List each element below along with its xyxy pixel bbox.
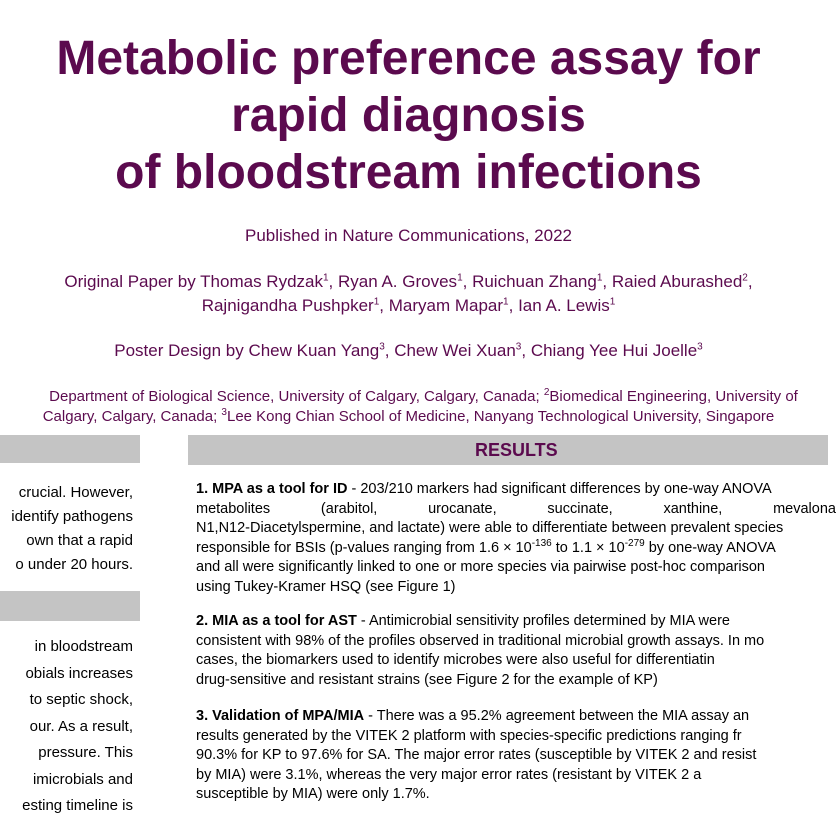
word: metabolites <box>196 500 271 517</box>
author-affil-sup: 1 <box>322 272 329 284</box>
left-text-line: o under 20 hours. <box>15 556 133 573</box>
exponent: -136 <box>531 537 552 549</box>
left-section-header-bar <box>0 435 140 463</box>
author-name: Maryam Mapar <box>388 296 504 315</box>
word: xanthine, <box>663 500 723 517</box>
author-name: Ryan A. Groves <box>338 272 458 291</box>
affil-sup: 2 <box>543 387 550 398</box>
result-text: 90.3% for KP to 97.6% for SA. The major error rates (susceptible by VITEK 2 and resist <box>196 747 757 763</box>
results-paragraph-1 <box>196 480 836 597</box>
affiliation-2-cont: Calgary, Calgary, Canada; <box>42 408 222 425</box>
results-heading: RESULTS <box>475 440 558 460</box>
result-text: responsible for BSIs (p-values ranging from 1.6 × 10 <box>196 539 532 556</box>
design-prefix: Poster Design by <box>114 341 249 360</box>
affiliation-1: Department of Biological Science, University of Calgary, Calgary, Canada; <box>49 388 544 405</box>
left-text-line: to septic shock, <box>29 691 133 708</box>
author-affil-sup: 1 <box>503 296 509 308</box>
title-line-2: rapid diagnosis <box>231 89 586 142</box>
word: mevalona <box>773 500 836 517</box>
publication-info: Published in Nature Communications, 2022 <box>245 226 572 245</box>
affiliations <box>0 387 817 427</box>
exponent: -279 <box>624 537 645 549</box>
designer-affil-sup: 3 <box>697 341 703 353</box>
left-text-line: esting timeline is <box>22 797 133 814</box>
authors-line-2: Rajnigandha Pushpker$^1$, Maryam Mapar$^1$, Ian A. Lewis$^1$ <box>201 296 616 315</box>
author-affil-sup: 1 <box>596 272 603 284</box>
affiliation-line-2 <box>0 407 817 427</box>
affiliation-2: Biomedical Engineering, University of <box>549 388 798 405</box>
designer-affil-sup: 3 <box>515 341 522 353</box>
poster-title <box>0 30 817 201</box>
title-line-3: of bloodstream infections <box>115 146 702 199</box>
result-1-metabolites-line <box>196 500 836 520</box>
word: (arabitol, <box>320 500 378 517</box>
result-text: by one-way ANOVA <box>644 539 776 556</box>
result-text: susceptible by MIA) were only 1.7%. <box>196 786 430 802</box>
result-text: and all were significantly linked to one or more species via pairwise post-hoc comparison <box>196 559 765 575</box>
result-text: consistent with 98% of the profiles observed in traditional microbial growth assays. In mo <box>196 632 765 649</box>
left-text-line: own that a rapid <box>26 532 133 549</box>
result-text: by MIA) were 3.1%, whereas the very major error rates (resistant by VITEK 2 a <box>196 766 702 783</box>
result-2-heading: 2. MIA as a tool for AST <box>196 613 357 629</box>
author-affil-sup: 1 <box>457 272 463 284</box>
affil-sup: 3 <box>221 407 227 418</box>
results-header-bar <box>188 435 828 465</box>
results-paragraph-2 <box>196 612 836 690</box>
authors-block <box>0 270 817 318</box>
left-text-line: obials increases <box>25 664 133 682</box>
left-text-line: imicrobials and <box>32 770 133 788</box>
left-text-line: our. As a result, <box>29 717 133 735</box>
author-name: Ruichuan Zhang <box>472 272 597 291</box>
author-name: Thomas Rydzak <box>200 272 323 291</box>
designer-name: Chew Kuan Yang <box>248 341 380 360</box>
designer-name: Chiang Yee Hui Joelle <box>530 341 698 360</box>
author-affil-sup: 1 <box>609 296 616 308</box>
result-text: drug-sensitive and resistant strains (see Figure 2 for the example of KP) <box>196 671 658 688</box>
left-column-text-2 <box>0 634 133 820</box>
left-section-header-bar-2 <box>0 591 140 621</box>
left-text-line: crucial. However, <box>18 484 133 501</box>
designer-name: Chew Wei Xuan <box>394 341 516 360</box>
result-text: - Antimicrobial sensitivity profiles determined by MIA were <box>356 613 730 629</box>
left-text-line: pressure. This <box>38 744 133 761</box>
affiliation-3: Lee Kong Chian School of Medicine, Nanyang Technological University, Singapore <box>226 408 775 425</box>
left-column-text-1 <box>0 481 133 577</box>
authors-line-1: Original Paper by Thomas Rydzak$^1$, Ryan A. Groves$^1$, Ruichuan Zhang$^1$, Raied Aburashed$^2$, <box>64 272 753 291</box>
result-text: cases, the biomarkers used to identify microbes were also useful for differentiatin <box>196 652 715 668</box>
author-name: Rajnigandha Pushpker <box>201 296 374 315</box>
author-name: Ian A. Lewis <box>518 296 610 315</box>
result-text: - 203/210 markers had significant differences by one-way ANOVA <box>347 481 772 497</box>
author-name: Raied Aburashed <box>611 272 743 291</box>
left-text-line: identify pathogens <box>11 508 133 525</box>
designer-affil-sup: 3 <box>379 341 385 353</box>
result-3-heading: 3. Validation of MPA/MIA <box>196 708 365 724</box>
poster-design-credits: Poster Design by Chew Kuan Yang$^3$, Chew Wei Xuan$^3$, Chiang Yee Hui Joelle$^3$ <box>114 341 703 360</box>
result-text: results generated by the VITEK 2 platform with species-specific predictions ranging fr <box>196 727 742 744</box>
author-affil-sup: 2 <box>742 272 748 284</box>
result-text: N1,N12-Diacetylspermine, and lactate) were able to differentiate between prevalent species <box>196 520 784 536</box>
affiliation-line-1 <box>30 387 817 407</box>
title-line-1: Metabolic preference assay for <box>56 32 761 85</box>
results-paragraph-3 <box>196 707 836 805</box>
word: succinate, <box>547 500 613 517</box>
result-text: to 1.1 × 10 <box>551 539 625 556</box>
result-text: - There was a 95.2% agreement between the MIA assay an <box>364 708 750 724</box>
authors-prefix: Original Paper by <box>64 272 201 291</box>
word: urocanate, <box>428 500 497 517</box>
result-1-heading: 1. MPA as a tool for ID <box>196 481 348 497</box>
left-text-line: in bloodstream <box>34 638 133 655</box>
author-affil-sup: 1 <box>373 296 380 308</box>
result-text: using Tukey-Kramer HSQ (see Figure 1) <box>196 578 456 595</box>
